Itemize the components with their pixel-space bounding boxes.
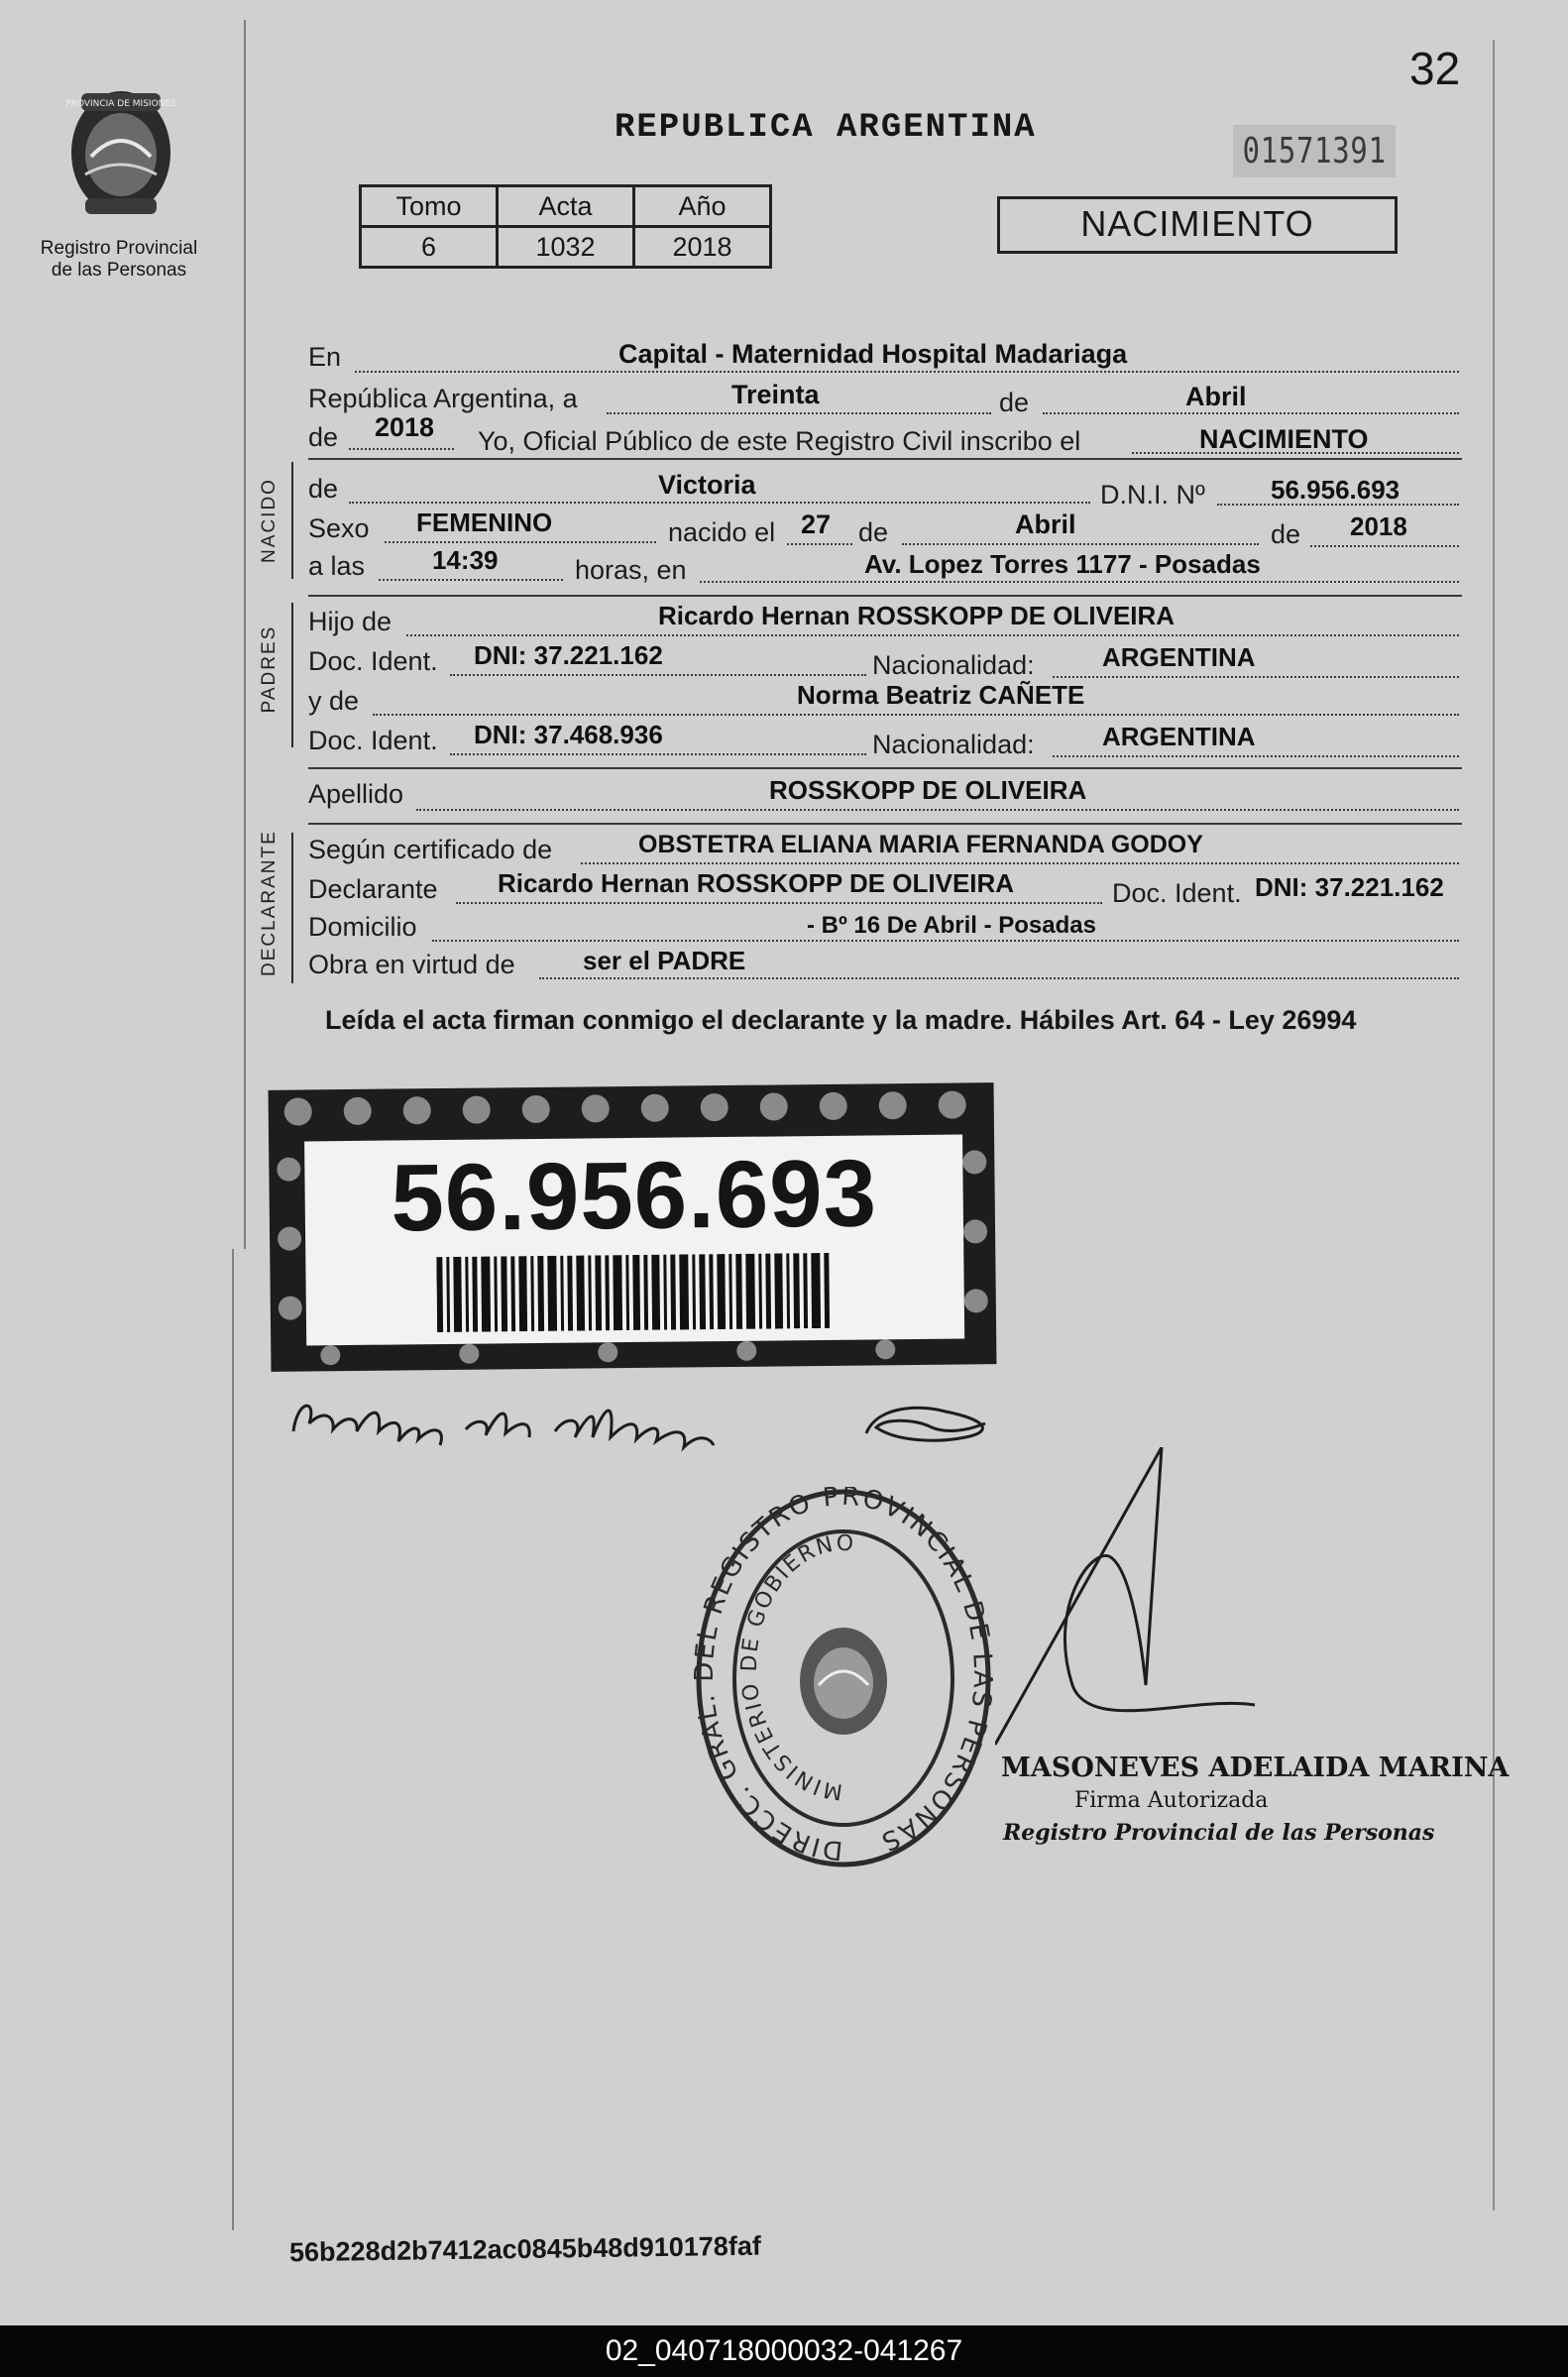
declarante-bracket xyxy=(291,833,293,983)
label-doc-declarante: Doc. Ident. xyxy=(1112,878,1242,908)
value-apellido: ROSSKOPP DE OLIVEIRA xyxy=(769,775,1087,805)
side-label-declarante: DECLARANTE xyxy=(259,830,280,976)
emblem-text: PROVINCIA DE MISIONES xyxy=(65,99,176,109)
value-padre-doc: DNI: 37.221.162 xyxy=(474,640,663,670)
label-horas-en: horas, en xyxy=(575,555,687,585)
value-declarante: Ricardo Hernan ROSSKOPP DE OLIVEIRA xyxy=(498,868,1015,898)
fill-en xyxy=(355,371,1459,373)
rule-nacido-top xyxy=(308,458,1462,460)
side-label-nacido: NACIDO xyxy=(259,478,280,563)
value-obra: ser el PADRE xyxy=(583,946,746,975)
fill-anio xyxy=(349,448,454,450)
label-obra: Obra en virtud de xyxy=(308,950,515,979)
tomo-value: 6 xyxy=(361,227,498,268)
label-hijo-de: Hijo de xyxy=(308,607,392,636)
label-y-de: y de xyxy=(308,686,360,716)
left-margin-line-lower xyxy=(232,1249,234,2230)
value-mes: Abril xyxy=(1185,382,1247,411)
official-signature xyxy=(995,1447,1283,1774)
fill-declarante xyxy=(456,902,1102,904)
label-sexo: Sexo xyxy=(308,513,370,543)
value-acto: NACIMIENTO xyxy=(1199,424,1369,454)
label-declarante: Declarante xyxy=(308,874,438,904)
value-madre-doc: DNI: 37.468.936 xyxy=(474,720,663,749)
volume-table xyxy=(359,184,772,269)
fill-nac-mes xyxy=(902,543,1259,545)
label-doc-madre: Doc. Ident. xyxy=(308,726,438,755)
value-lugar: Capital - Maternidad Hospital Madariaga xyxy=(618,339,1128,369)
value-sexo: FEMENINO xyxy=(416,508,553,537)
value-domicilio: - Bº 16 De Abril - Posadas xyxy=(807,912,1096,939)
record-type-box: NACIMIENTO xyxy=(997,196,1398,254)
seal-outer-text: DIRECC. GRAL. L REGISTRO PROVINCIAL DE PERSONAS xyxy=(694,1487,993,1866)
value-nombre: Victoria xyxy=(658,470,756,500)
document-hash: 56b228d2b7412ac0845b48d910178faf xyxy=(288,2230,762,2268)
fill-sexo xyxy=(385,541,656,543)
rule-apellido-top xyxy=(308,767,1462,769)
fill-apellido xyxy=(416,809,1459,811)
fill-nombre xyxy=(349,502,1090,504)
fill-doc-madre xyxy=(450,753,866,755)
agency-line-1: Registro Provincial xyxy=(40,238,198,259)
value-madre: Norma Beatriz CAÑETE xyxy=(797,680,1085,710)
value-padre: Ricardo Hernan ROSSKOPP DE OLIVEIRA xyxy=(658,601,1176,630)
label-nacido-el: nacido el xyxy=(668,517,776,547)
label-nac-madre: Nacionalidad: xyxy=(872,730,1035,759)
stamp-number: 56.956.693 xyxy=(390,1140,878,1252)
fill-madre xyxy=(373,714,1459,716)
fill-nac-dia xyxy=(787,543,852,545)
label-segun: Según certificado de xyxy=(308,835,553,864)
label-nac-padre: Nacionalidad: xyxy=(872,650,1035,680)
fill-obra xyxy=(539,977,1459,979)
serial-number: 01571391 xyxy=(1233,125,1396,177)
label-de-nac-anio: de xyxy=(1271,519,1301,549)
fill-nac-anio xyxy=(1310,545,1459,547)
footer-code: 02_040718000032-041267 xyxy=(0,2325,1568,2377)
fill-certificado xyxy=(581,862,1459,864)
label-de-mes: de xyxy=(999,388,1030,417)
label-doc-padre: Doc. Ident. xyxy=(308,646,438,676)
seal-inner-text: MINISTERIO DE GOBIERNO xyxy=(736,1530,856,1804)
value-nac-dia: 27 xyxy=(801,509,832,539)
fill-dia xyxy=(607,412,991,414)
official-agency: Registro Provincial de las Personas xyxy=(1003,1820,1435,1846)
value-dia-texto: Treinta xyxy=(731,380,820,409)
padres-bracket xyxy=(291,603,293,747)
rule-declarante-top xyxy=(308,823,1462,825)
fill-lugar-nac xyxy=(700,581,1459,583)
label-de-anio: de xyxy=(308,422,339,452)
label-yo: Yo, Oficial Público de este Registro Civil inscribo el xyxy=(478,426,1081,456)
fill-domicilio xyxy=(432,940,1459,942)
fill-nac-madre xyxy=(1053,755,1459,757)
label-republica: República Argentina, a xyxy=(308,384,578,413)
label-a-las: a las xyxy=(308,551,366,581)
value-lugar-nac: Av. Lopez Torres 1177 - Posadas xyxy=(864,549,1261,579)
madre-signature xyxy=(856,1398,1005,1447)
country-title: REPUBLICA ARGENTINA xyxy=(615,109,1037,147)
value-madre-nac: ARGENTINA xyxy=(1102,722,1256,751)
anio-value: 2018 xyxy=(634,227,771,268)
agency-name xyxy=(20,238,218,282)
anio-label: Año xyxy=(634,186,771,227)
value-dni: 56.956.693 xyxy=(1271,475,1400,505)
value-anio: 2018 xyxy=(375,412,435,442)
acta-label: Acta xyxy=(498,186,634,227)
value-certificado: OBSTETRA ELIANA MARIA FERNANDA GODOY xyxy=(638,831,1203,858)
acta-value: 1032 xyxy=(498,227,634,268)
side-label-padres: PADRES xyxy=(259,624,280,714)
label-de-nac-mes: de xyxy=(858,517,889,547)
value-declarante-doc: DNI: 37.221.162 xyxy=(1255,872,1444,902)
fill-doc-padre xyxy=(450,674,866,676)
value-hora: 14:39 xyxy=(432,545,499,575)
label-en: En xyxy=(308,342,342,372)
value-nac-mes: Abril xyxy=(1015,509,1076,539)
value-nac-anio: 2018 xyxy=(1350,511,1407,541)
label-domicilio: Domicilio xyxy=(308,912,417,942)
tomo-label: Tomo xyxy=(361,186,498,227)
label-dni: D.N.I. Nº xyxy=(1100,480,1205,509)
declarante-signature xyxy=(287,1380,724,1469)
dni-stamp xyxy=(269,1082,997,1372)
value-padre-nac: ARGENTINA xyxy=(1102,642,1256,672)
label-apellido: Apellido xyxy=(308,779,404,809)
stamp-barcode xyxy=(436,1253,834,1332)
official-name: MASONEVES ADELAIDA MARINA xyxy=(1001,1753,1510,1783)
right-margin-line xyxy=(1493,40,1495,2210)
official-seal xyxy=(694,1487,993,1869)
fill-nac-padre xyxy=(1053,676,1459,678)
fill-padre xyxy=(406,634,1459,636)
agency-line-2: de las Personas xyxy=(51,260,187,281)
province-emblem xyxy=(52,75,190,224)
label-de-nombre: de xyxy=(308,474,339,504)
fill-mes xyxy=(1043,412,1459,414)
closing-text: Leída el acta firman conmigo el declarante y la madre. Hábiles Art. 64 - Ley 26994 xyxy=(325,1005,1357,1035)
nacido-bracket xyxy=(291,462,293,579)
left-margin-line xyxy=(244,20,246,1249)
stamp-panel xyxy=(304,1135,964,1346)
official-role: Firma Autorizada xyxy=(1074,1788,1269,1813)
page-number: 32 xyxy=(1409,43,1461,94)
fill-hora xyxy=(379,579,563,581)
rule-padres-top xyxy=(308,595,1462,597)
